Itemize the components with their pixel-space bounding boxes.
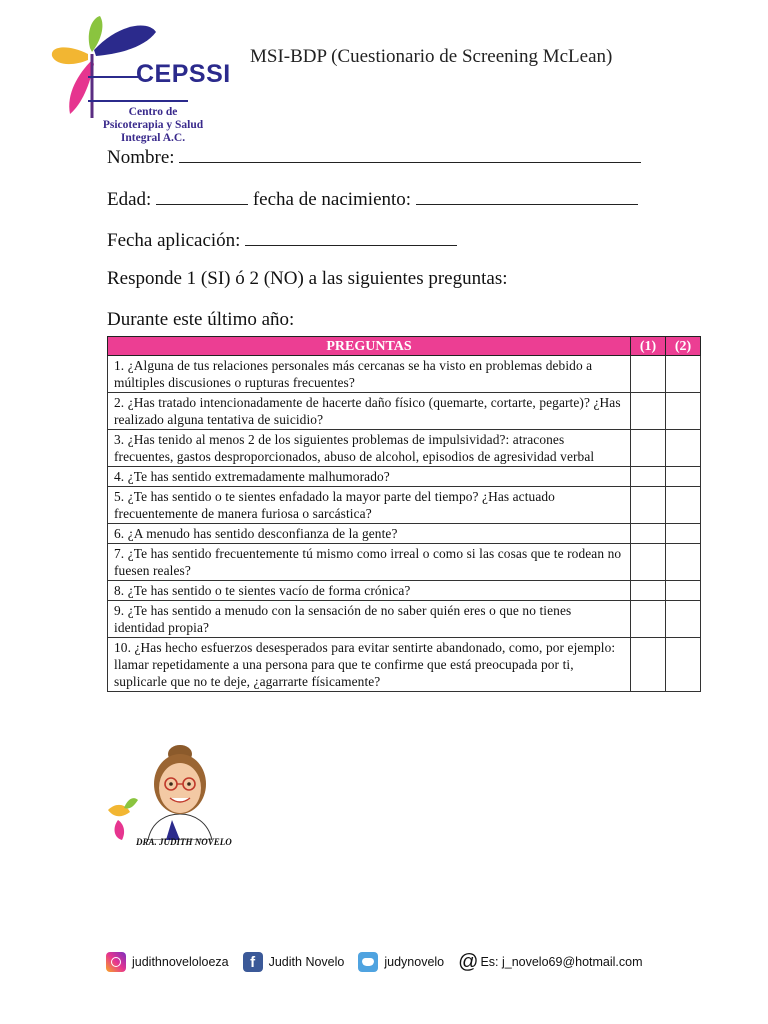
instagram-handle: judithnoveloloeza <box>132 955 229 969</box>
questions-table <box>107 336 701 692</box>
table-row <box>108 544 701 581</box>
question-text: 1. ¿Alguna de tus relaciones personales más cercanas se ha visto en problemas debido a múltiples discusiones o rupturas frecuentes? <box>108 356 631 393</box>
question-text: 2. ¿Has tratado intencionadamente de hacerte daño físico (quemarte, cortarte, pegarte)? ¿Has realizado alguna tentativa de suicidio? <box>108 393 631 430</box>
name-input-line[interactable] <box>179 144 641 163</box>
question-text: 9. ¿Te has sentido a menudo con la sensación de no saber quién eres o que no tienes identidad propia? <box>108 601 631 638</box>
answer-no-cell[interactable] <box>666 393 701 430</box>
instagram-link[interactable] <box>106 952 229 972</box>
answer-no-cell[interactable] <box>666 581 701 601</box>
question-text: 3. ¿Has tenido al menos 2 de los siguientes problemas de impulsividad?: atracones frecuentes, gastos desproporcionados, abuso de alcohol, episodios de agresividad verbal <box>108 430 631 467</box>
birth-label: fecha de nacimiento: <box>252 189 412 210</box>
age-input-line[interactable] <box>156 186 248 205</box>
table-row <box>108 467 701 487</box>
application-input-line[interactable] <box>245 227 457 246</box>
table-header-row <box>108 337 701 356</box>
table-row <box>108 356 701 393</box>
table-row <box>108 393 701 430</box>
answer-no-cell[interactable] <box>666 524 701 544</box>
name-field <box>107 144 641 169</box>
question-text: 7. ¿Te has sentido frecuentemente tú mismo como irreal o como si las cosas que te rodean no fuesen reales? <box>108 544 631 581</box>
at-sign-icon: @ <box>458 950 479 973</box>
question-text: 10. ¿Has hecho esfuerzos desesperados para evitar sentirte abandonado, como, por ejemplo: llamar repetidamente a una persona para que te confirme que está preocupada por ti, suplicarle que no te deje, ¿agarrarte físicamente? <box>108 638 631 692</box>
twitter-link[interactable] <box>358 952 444 972</box>
answer-yes-cell[interactable] <box>631 393 666 430</box>
answer-no-cell[interactable] <box>666 487 701 524</box>
birth-input-line[interactable] <box>416 186 638 205</box>
instagram-icon <box>106 952 126 972</box>
age-birth-field <box>107 186 638 211</box>
answer-yes-cell[interactable] <box>631 430 666 467</box>
answer-yes-cell[interactable] <box>631 467 666 487</box>
answer-yes-cell[interactable] <box>631 524 666 544</box>
page-title: MSI-BDP (Cuestionario de Screening McLean) <box>250 46 613 67</box>
application-field <box>107 227 457 252</box>
table-row <box>108 638 701 692</box>
facebook-icon: f <box>243 952 263 972</box>
column-header-questions: PREGUNTAS <box>108 337 631 356</box>
answer-no-cell[interactable] <box>666 638 701 692</box>
org-subtitle: Centro de Psicoterapia y Salud Integral A.C. <box>102 106 204 144</box>
answer-no-cell[interactable] <box>666 544 701 581</box>
application-label: Fecha aplicación: <box>107 230 241 251</box>
table-row <box>108 524 701 544</box>
email-address: Es: j_novelo69@hotmail.com <box>480 955 643 969</box>
instruction-text: Responde 1 (SI) ó 2 (NO) a las siguientes preguntas: <box>107 268 508 289</box>
answer-no-cell[interactable] <box>666 356 701 393</box>
facebook-handle: Judith Novelo <box>268 955 345 969</box>
twitter-handle: judynovelo <box>384 955 445 969</box>
table-row <box>108 581 701 601</box>
social-footer <box>106 948 657 976</box>
period-text: Durante este último año: <box>107 309 295 330</box>
table-row <box>108 487 701 524</box>
email-link[interactable] <box>458 951 642 974</box>
name-label: Nombre: <box>107 147 175 168</box>
org-name: CEPSSI <box>136 60 231 88</box>
twitter-icon <box>358 952 378 972</box>
question-text: 8. ¿Te has sentido o te sientes vacío de forma crónica? <box>108 581 631 601</box>
answer-yes-cell[interactable] <box>631 581 666 601</box>
doctor-avatar <box>108 740 238 860</box>
answer-no-cell[interactable] <box>666 467 701 487</box>
column-header-yes: (1) <box>631 337 666 356</box>
age-label: Edad: <box>107 189 152 210</box>
question-text: 5. ¿Te has sentido o te sientes enfadado la mayor parte del tiempo? ¿Has actuado frecuentemente de manera furiosa o sarcástica? <box>108 487 631 524</box>
table-row <box>108 601 701 638</box>
answer-no-cell[interactable] <box>666 430 701 467</box>
facebook-link[interactable] <box>243 952 345 972</box>
answer-yes-cell[interactable] <box>631 638 666 692</box>
doctor-signature: DRA. JUDITH NOVELO <box>136 837 232 847</box>
answer-yes-cell[interactable] <box>631 487 666 524</box>
answer-yes-cell[interactable] <box>631 544 666 581</box>
cepssi-logo <box>48 14 231 144</box>
answer-no-cell[interactable] <box>666 601 701 638</box>
answer-yes-cell[interactable] <box>631 601 666 638</box>
table-row <box>108 430 701 467</box>
column-header-no: (2) <box>666 337 701 356</box>
question-text: 6. ¿A menudo has sentido desconfianza de la gente? <box>108 524 631 544</box>
cartoon-portrait-icon <box>108 740 238 840</box>
question-text: 4. ¿Te has sentido extremadamente malhumorado? <box>108 467 631 487</box>
answer-yes-cell[interactable] <box>631 356 666 393</box>
